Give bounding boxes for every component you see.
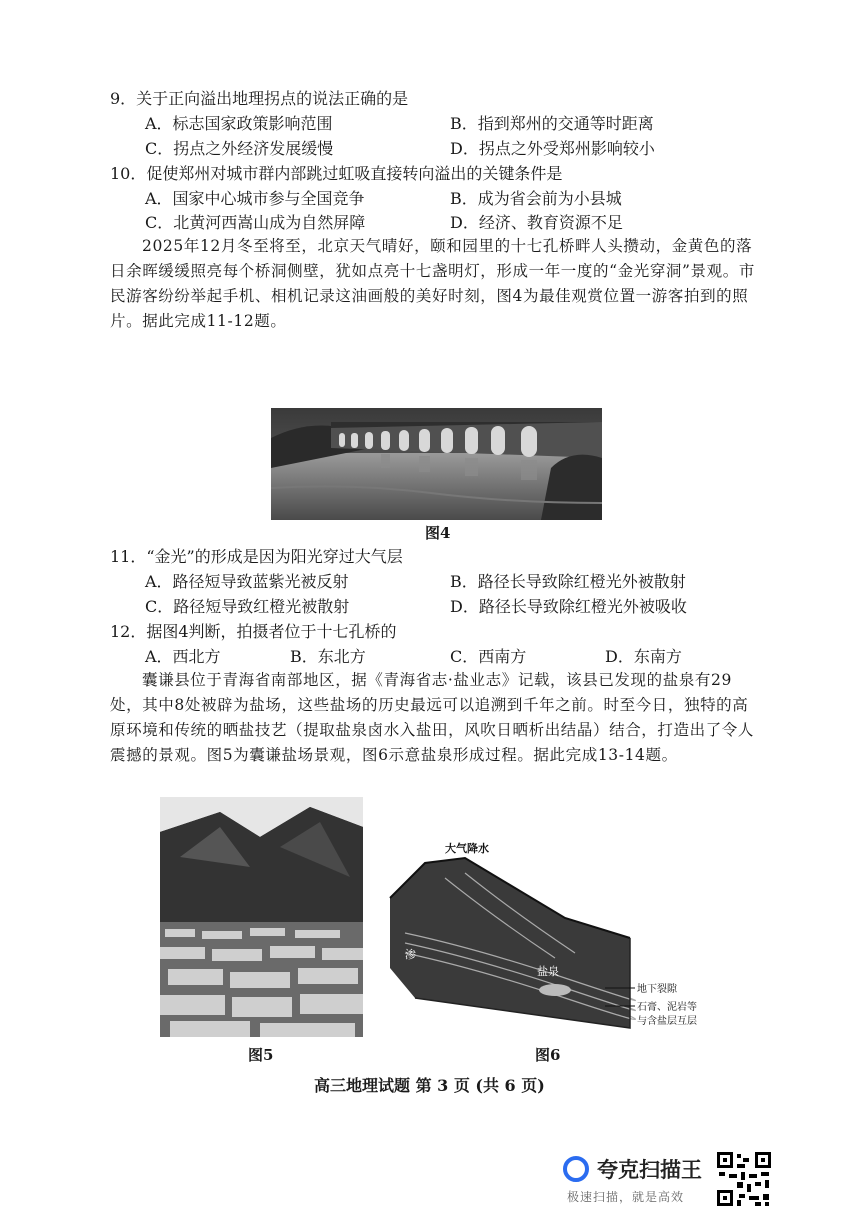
q10-option-a: A．国家中心城市参与全国竞争 <box>145 189 365 208</box>
q10-stem: 10．促使郑州对城市群内部跳过虹吸直接转向溢出的关键条件是 <box>110 164 563 183</box>
q11-option-c: C．路径短导致红橙光被散射 <box>145 597 350 616</box>
q11-option-a: A．路径短导致蓝紫光被反射 <box>145 572 349 591</box>
q9-stem: 9．关于正向溢出地理拐点的说法正确的是 <box>110 89 409 108</box>
scanner-brand-slogan: 极速扫描，就是高效 <box>567 1190 685 1204</box>
qr-code-icon <box>715 1150 773 1208</box>
q9-option-c: C．拐点之外经济发展缓慢 <box>145 139 334 158</box>
q10-option-c: C．北黄河西嵩山成为自然屏障 <box>145 213 366 232</box>
diagram-label-infiltrate: 渗 <box>405 948 416 961</box>
diagram-label-strata-1: 石膏、泥岩等 <box>637 1002 697 1013</box>
figure-6-caption: 图6 <box>535 1046 561 1064</box>
figure-4-caption: 图4 <box>425 524 451 542</box>
scanner-logo-icon <box>563 1156 589 1182</box>
q11-option-b: B．路径长导致除红橙光外被散射 <box>450 572 686 591</box>
diagram-label-strata-2: 与含盐层互层 <box>637 1016 697 1027</box>
page-footer: 高三地理试题 第 3 页 (共 6 页) <box>314 1076 545 1095</box>
diagram-label-fracture: 地下裂隙 <box>637 984 677 995</box>
scanner-watermark <box>563 1150 778 1210</box>
q12-option-b: B．东北方 <box>290 647 366 666</box>
diagram-label-rain: 大气降水 <box>445 842 489 855</box>
q10-option-d: D．经济、教育资源不足 <box>450 213 623 232</box>
q12-stem: 12．据图4判断，拍摄者位于十七孔桥的 <box>110 622 397 641</box>
passage-13-14: 囊谦县位于青海省南部地区，据《青海省志·盐业志》记载，该县已发现的盐泉有29处，其中8处被辟为盐场，这些盐场的历史最远可以追溯到千年之前。时至今日，独特的高原环境和传统的晒盐技艺（提取盐泉卤水入盐田，风吹日晒析出结晶）结合，打造出了令人震撼的景观。图5为囊谦盐场景观，图6示意盐泉形成过程。据此完成13-14题。 <box>110 671 755 764</box>
q9-option-d: D．拐点之外受郑州影响较小 <box>450 139 655 158</box>
figure-5-caption: 图5 <box>248 1046 274 1064</box>
scanner-brand-name: 夸克扫描王 <box>597 1158 702 1182</box>
q9-option-a: A．标志国家政策影响范围 <box>145 114 333 133</box>
passage-11-12: 2025年12月冬至将至，北京天气晴好，颐和园里的十七孔桥畔人头攒动，金黄色的落日余晖缓缓照亮每个桥洞侧壁，犹如点亮十七盏明灯，形成一年一度的“金光穿洞”景观。市民游客纷纷举起手机、相机记录这油画般的美好时刻，图4为最佳观赏位置一游客拍到的照片。据此完成11-12题。 <box>110 237 755 330</box>
q11-option-d: D．路径长导致除红橙光外被吸收 <box>450 597 687 616</box>
figure-4-bridge-photo <box>271 408 602 520</box>
q12-option-c: C．西南方 <box>450 647 527 666</box>
diagram-label-spring: 盐泉 <box>537 965 559 978</box>
q9-option-b: B．指到郑州的交通等时距离 <box>450 114 654 133</box>
q12-option-d: D．东南方 <box>605 647 682 666</box>
q11-stem: 11．“金光”的形成是因为阳光穿过大气层 <box>110 547 403 566</box>
q10-option-b: B．成为省会前为小县城 <box>450 189 622 208</box>
figure-6-salt-spring-diagram <box>385 838 715 1040</box>
figure-5-salt-field-photo <box>160 797 363 1037</box>
q12-option-a: A．西北方 <box>145 647 221 666</box>
